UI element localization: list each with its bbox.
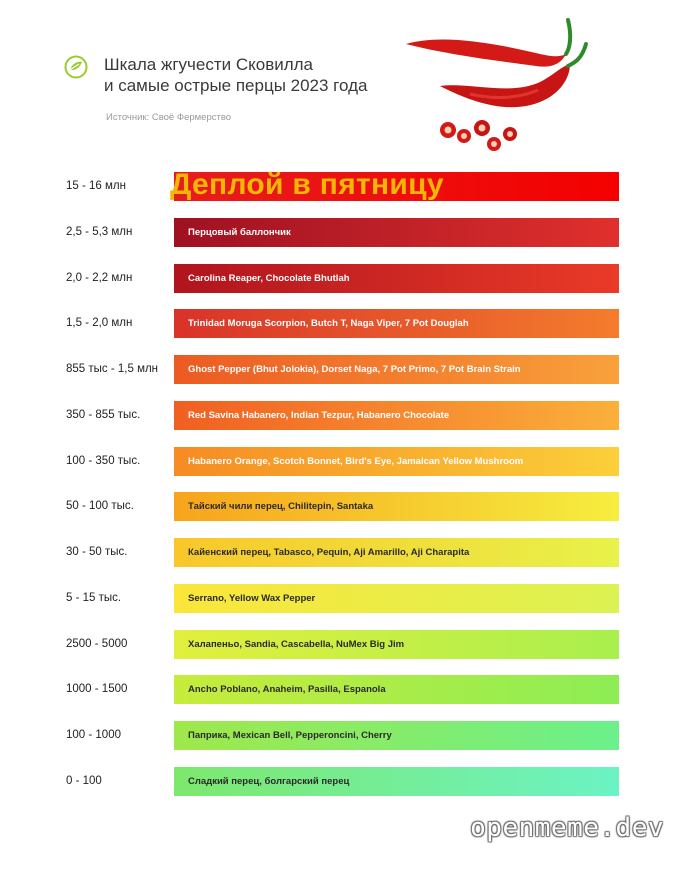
pepper-names: Перцовый баллончик: [188, 226, 291, 238]
scale-bar: [174, 218, 619, 247]
scoville-range-label: 855 тыс - 1,5 млн: [66, 363, 159, 375]
scale-bar: [174, 630, 619, 659]
page-title: [104, 54, 367, 96]
scoville-range-label: 2500 - 5000: [66, 638, 128, 650]
scale-bar: [174, 721, 619, 750]
scale-bar: [174, 492, 619, 521]
pepper-names: Serrano, Yellow Wax Pepper: [188, 592, 316, 604]
pepper-names: Carolina Reaper, Chocolate Bhutlah: [188, 272, 350, 284]
pepper-names: Сладкий перец, болгарский перец: [188, 775, 350, 787]
scoville-range-label: 350 - 855 тыс.: [66, 409, 141, 421]
watermark: openmeme.dev: [470, 813, 664, 843]
scoville-range-label: 15 - 16 млн: [66, 180, 126, 192]
pepper-names: Ghost Pepper (Bhut Jolokia), Dorset Naga, 7 Pot Primo, 7 Pot Brain Strain: [188, 363, 521, 375]
pepper-names: Паприка, Mexican Bell, Pepperoncini, Cherry: [188, 729, 392, 741]
scale-bar: [174, 309, 619, 338]
scale-bar: [174, 767, 619, 796]
scoville-range-label: 0 - 100: [66, 775, 102, 787]
pepper-names: Тайский чили перец, Chilitepin, Santaka: [188, 500, 374, 512]
scale-bar: [174, 401, 619, 430]
scale-bar: [174, 584, 619, 613]
leaf-circle-icon: [64, 55, 88, 79]
title-line-2: и самые острые перцы 2023 года: [104, 76, 368, 95]
scoville-range-label: 50 - 100 тыс.: [66, 500, 134, 512]
title-line-1: Шкала жгучести Сковилла: [104, 55, 314, 74]
scoville-range-label: 30 - 50 тыс.: [66, 546, 128, 558]
scoville-range-label: 100 - 1000: [66, 729, 121, 741]
source-caption: Источник: Своё Фермерство: [106, 112, 232, 123]
scale-bar: [174, 355, 619, 384]
red-chili-peppers-icon: [400, 14, 590, 160]
scale-bar: [174, 264, 619, 293]
overlay-caption: Деплой в пятницу: [170, 168, 444, 201]
scale-bar: [174, 447, 619, 476]
scoville-range-label: 2,0 - 2,2 млн: [66, 272, 133, 284]
scoville-range-label: 100 - 350 тыс.: [66, 455, 141, 467]
pepper-names: Habanero Orange, Scotch Bonnet, Bird's Eye, Jamaican Yellow Mushroom: [188, 455, 524, 467]
scoville-range-label: 1,5 - 2,0 млн: [66, 317, 133, 329]
pepper-names: Кайенский перец, Tabasco, Pequin, Aji Amarillo, Aji Charapita: [188, 546, 470, 558]
pepper-names: Red Savina Habanero, Indian Tezpur, Habanero Chocolate: [188, 409, 450, 421]
scoville-range-label: 2,5 - 5,3 млн: [66, 226, 133, 238]
scale-bar: [174, 538, 619, 567]
scoville-range-label: 5 - 15 тыс.: [66, 592, 122, 604]
pepper-names: Trinidad Moruga Scorpion, Butch T, Naga Viper, 7 Pot Douglah: [188, 317, 469, 329]
scale-bar: [174, 675, 619, 704]
pepper-names: Ancho Poblano, Anaheim, Pasilla, Espanola: [188, 683, 386, 695]
scoville-range-label: 1000 - 1500: [66, 683, 128, 695]
pepper-names: Халапеньо, Sandia, Cascabella, NuMex Big Jim: [188, 638, 405, 650]
